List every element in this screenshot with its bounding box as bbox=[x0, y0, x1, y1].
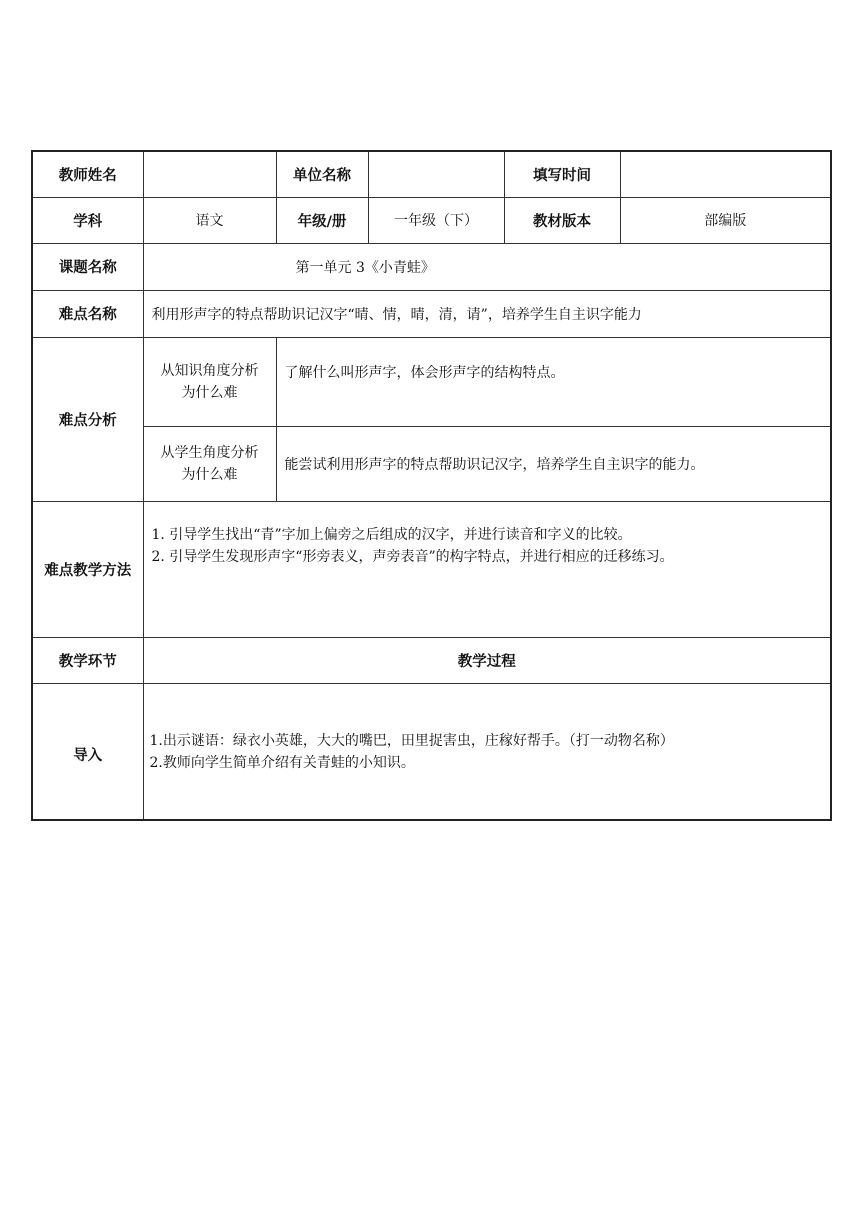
method-row bbox=[32, 501, 831, 637]
method-list bbox=[143, 501, 831, 637]
knowledge-angle-value: 了解什么叫形声字，体会形声字的结构特点。 bbox=[276, 337, 831, 426]
student-angle-label-line2: 为什么难 bbox=[181, 466, 238, 483]
method-item-2: 2. 引导学生发现形声字“形旁表义，声旁表音”的构字特点，并进行相应的迁移练习。 bbox=[151, 548, 674, 565]
analysis-label: 难点分析 bbox=[32, 337, 143, 501]
knowledge-angle-label bbox=[143, 337, 276, 426]
intro-label: 导入 bbox=[32, 683, 143, 820]
subject-row bbox=[32, 197, 831, 243]
intro-list bbox=[143, 683, 831, 820]
unit-name-value[interactable] bbox=[368, 151, 504, 197]
lesson-plan-table bbox=[31, 150, 832, 821]
knowledge-angle-label-line1: 从知识角度分析 bbox=[160, 362, 259, 379]
lesson-plan-sheet bbox=[31, 150, 830, 821]
teacher-name-value[interactable] bbox=[143, 151, 276, 197]
knowledge-angle-label-line2: 为什么难 bbox=[181, 384, 238, 401]
grade-label: 年级/册 bbox=[276, 197, 368, 243]
unit-name-label: 单位名称 bbox=[276, 151, 368, 197]
grade-value: 一年级（下） bbox=[368, 197, 504, 243]
analysis-knowledge-row bbox=[32, 337, 831, 426]
intro-item-1: 1.出示谜语：绿衣小英雄，大大的嘴巴，田里捉害虫，庄稼好帮手。（打一动物名称） bbox=[149, 732, 674, 749]
topic-row bbox=[32, 243, 831, 290]
difficulty-label: 难点名称 bbox=[32, 290, 143, 337]
student-angle-value: 能尝试利用形声字的特点帮助识记汉字，培养学生自主识字的能力。 bbox=[276, 426, 831, 501]
intro-row bbox=[32, 683, 831, 820]
intro-item-2: 2.教师向学生简单介绍有关青蛙的小知识。 bbox=[149, 754, 415, 771]
student-angle-label bbox=[143, 426, 276, 501]
analysis-student-row bbox=[32, 426, 831, 501]
topic-label: 课题名称 bbox=[32, 243, 143, 290]
teacher-info-row bbox=[32, 151, 831, 197]
subject-label: 学科 bbox=[32, 197, 143, 243]
edition-label: 教材版本 bbox=[504, 197, 620, 243]
topic-value: 第一单元 3《小青蛙》 bbox=[143, 243, 831, 290]
teaching-process-label: 教学过程 bbox=[143, 637, 831, 683]
edition-value: 部编版 bbox=[620, 197, 831, 243]
teacher-name-label: 教师姓名 bbox=[32, 151, 143, 197]
method-item-1: 1. 引导学生找出“青”字加上偏旁之后组成的汉字，并进行读音和字义的比较。 bbox=[151, 526, 632, 543]
fill-date-value[interactable] bbox=[620, 151, 831, 197]
process-header-row bbox=[32, 637, 831, 683]
method-label: 难点教学方法 bbox=[32, 501, 143, 637]
teaching-stage-label: 教学环节 bbox=[32, 637, 143, 683]
difficulty-value: 利用形声字的特点帮助识记汉字“晴、情，晴，清，请”，培养学生自主识字能力 bbox=[143, 290, 831, 337]
student-angle-label-line1: 从学生角度分析 bbox=[160, 444, 259, 461]
fill-date-label: 填写时间 bbox=[504, 151, 620, 197]
difficulty-row bbox=[32, 290, 831, 337]
subject-value: 语文 bbox=[143, 197, 276, 243]
